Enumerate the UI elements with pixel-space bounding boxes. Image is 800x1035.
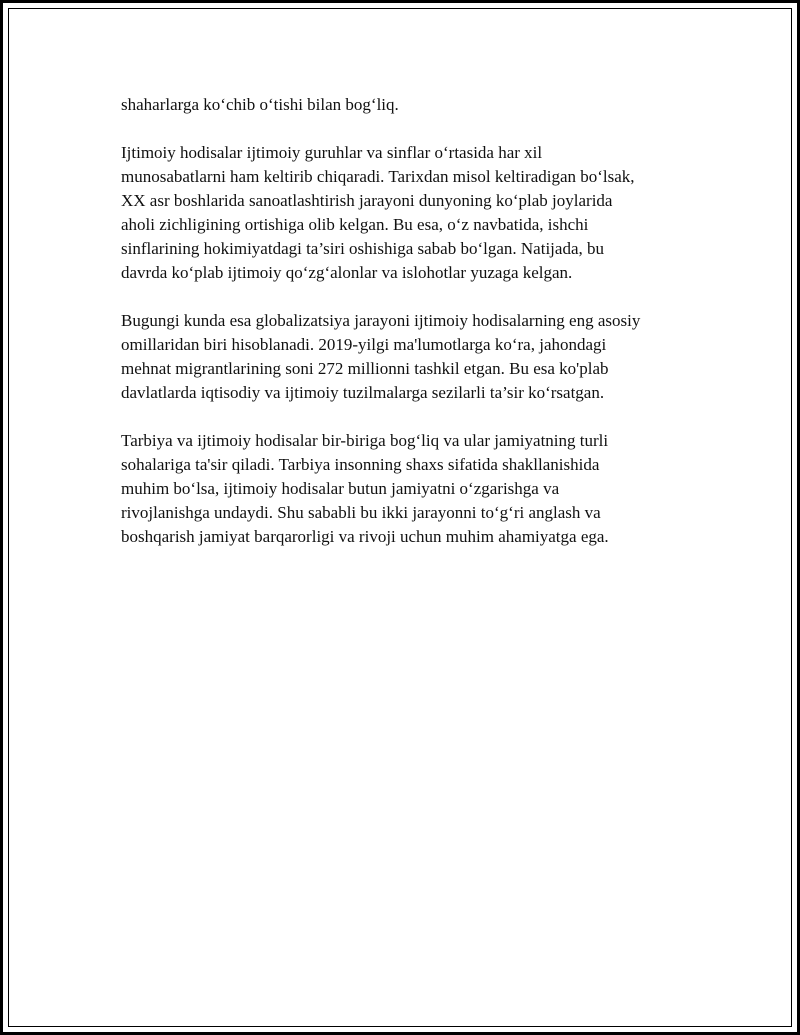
paragraph-4: Tarbiya va ijtimoiy hodisalar bir-biriga bog‘liq va ular jamiyatning turli sohalariga ta'sir qiladi. Tarbiya insonning shaxs sifatida shakllanishida muhim bo‘lsa, ijtimoiy hodisalar butun jamiyatni o‘zgarishga va rivojlanishga undaydi. Shu sababli bu ikki jarayonni to‘g‘ri anglash va boshqarish jamiyat barqarorligi va rivoji uchun muhim ahamiyatga ega. xyxy=(121,431,609,546)
paragraph-1: shaharlarga ko‘chib o‘tishi bilan bog‘liq. xyxy=(121,95,399,114)
paragraph-3: Bugungi kunda esa globalizatsiya jarayoni ijtimoiy hodisalarning eng asosiy omillaridan biri hisoblanadi. 2019-yilgi ma'lumotlarga ko‘ra, jahondagi mehnat migrantlarining soni 272 millionni tashkil etgan. Bu esa ko'plab davlatlarda iqtisodiy va ijtimoiy tuzilmalarga sezilarli ta’sir ko‘rsatgan. xyxy=(121,311,641,402)
document-body xyxy=(121,93,701,549)
paragraph-2: Ijtimoiy hodisalar ijtimoiy guruhlar va sinflar o‘rtasida har xil munosabatlarni ham keltirib chiqaradi. Tarixdan misol keltiradigan bo‘lsak, XX asr boshlarida sanoatlashtirish jarayoni dunyoning ko‘plab joylarida aholi zichligining ortishiga olib kelgan. Bu esa, o‘z navbatida, ishchi sinflarining hokimiyatdagi ta’siri oshishiga sabab bo‘lgan. Natijada, bu davrda ko‘plab ijtimoiy qo‘zg‘alonlar va islohotlar yuzaga kelgan. xyxy=(121,143,635,282)
